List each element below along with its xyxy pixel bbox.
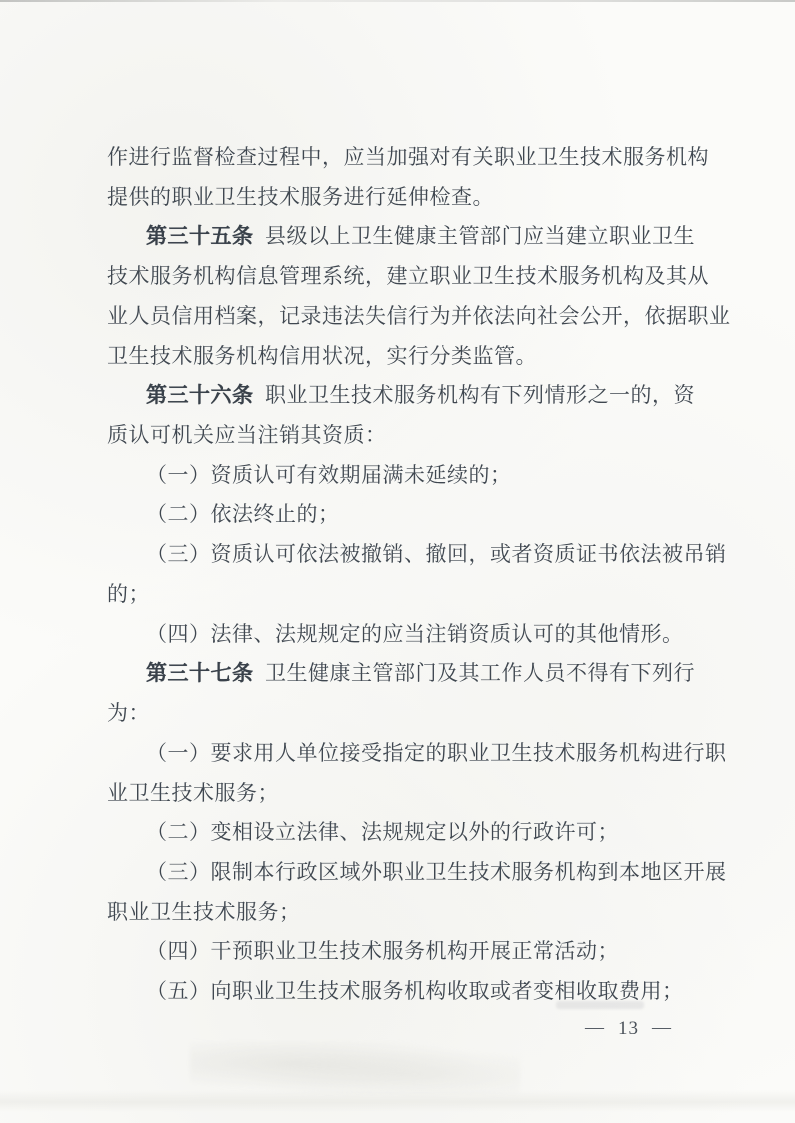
text-line <box>107 853 767 893</box>
text-line <box>107 456 767 496</box>
text-line <box>107 217 767 257</box>
line-text: （四）干预职业卫生技术服务机构开展正常活动； <box>146 939 619 964</box>
page-number <box>585 1016 672 1042</box>
line-text: （四）法律、法规规定的应当注销资质认可的其他情形。 <box>146 621 684 646</box>
text-line <box>107 376 767 416</box>
article-heading: 第三十五条 <box>146 224 254 249</box>
text-line <box>107 416 767 456</box>
text-line <box>107 932 767 972</box>
text-line <box>107 774 767 814</box>
page-number-left-dash: — <box>585 1017 605 1038</box>
line-text: 业卫生技术服务； <box>107 780 279 805</box>
line-text: 业人员信用档案，记录违法失信行为并依法向社会公开，依据职业 <box>107 303 731 328</box>
article-heading: 第三十六条 <box>146 383 254 408</box>
text-line <box>107 694 767 734</box>
text-line <box>107 893 767 933</box>
line-text: 技术服务机构信息管理系统，建立职业卫生技术服务机构及其从 <box>107 264 709 289</box>
line-text: （一）资质认可有效期届满未延续的； <box>146 462 512 487</box>
text-line <box>107 337 767 377</box>
line-text: （五）向职业卫生技术服务机构收取或者变相收取费用； <box>146 979 684 1004</box>
line-text: （二）变相设立法律、法规规定以外的行政许可； <box>146 820 619 845</box>
line-text: 卫生技术服务机构信用状况，实行分类监管。 <box>107 343 537 368</box>
scan-artifact-bleedthrough <box>190 1042 520 1094</box>
line-text: 为： <box>107 701 150 726</box>
text-line <box>107 813 767 853</box>
text-line <box>107 297 767 337</box>
line-text: （三）资质认可依法被撤销、撤回，或者资质证书依法被吊销 <box>146 542 727 567</box>
page-number-value: 13 <box>618 1018 639 1039</box>
text-line <box>107 972 767 1012</box>
line-text: 职业卫生技术服务； <box>107 899 301 924</box>
line-text: （一）要求用人单位接受指定的职业卫生技术服务机构进行职 <box>146 740 727 765</box>
text-line <box>107 138 767 178</box>
line-text: 作进行监督检查过程中，应当加强对有关职业卫生技术服务机构 <box>107 145 709 169</box>
text-line <box>107 257 767 297</box>
line-text: 质认可机关应当注销其资质： <box>107 423 387 448</box>
line-text: 的； <box>107 581 150 606</box>
text-line <box>107 575 767 615</box>
page-number-right-dash: — <box>652 1017 672 1038</box>
text-line <box>107 734 767 774</box>
text-line <box>107 178 767 218</box>
line-text: 职业卫生技术服务机构有下列情形之一的，资 <box>265 383 696 408</box>
text-line <box>107 535 767 575</box>
article-heading: 第三十七条 <box>146 661 254 686</box>
text-line <box>107 615 767 655</box>
document-body <box>107 138 767 1012</box>
line-text: （二）依法终止的； <box>146 502 340 527</box>
text-line <box>107 495 767 535</box>
line-text: （三）限制本行政区域外职业卫生技术服务机构到本地区开展 <box>146 859 727 884</box>
line-text: 提供的职业卫生技术服务进行延伸检查。 <box>107 184 494 209</box>
line-text: 县级以上卫生健康主管部门应当建立职业卫生 <box>265 224 696 249</box>
line-text: 卫生健康主管部门及其工作人员不得有下列行 <box>265 661 696 686</box>
text-line <box>107 654 767 694</box>
